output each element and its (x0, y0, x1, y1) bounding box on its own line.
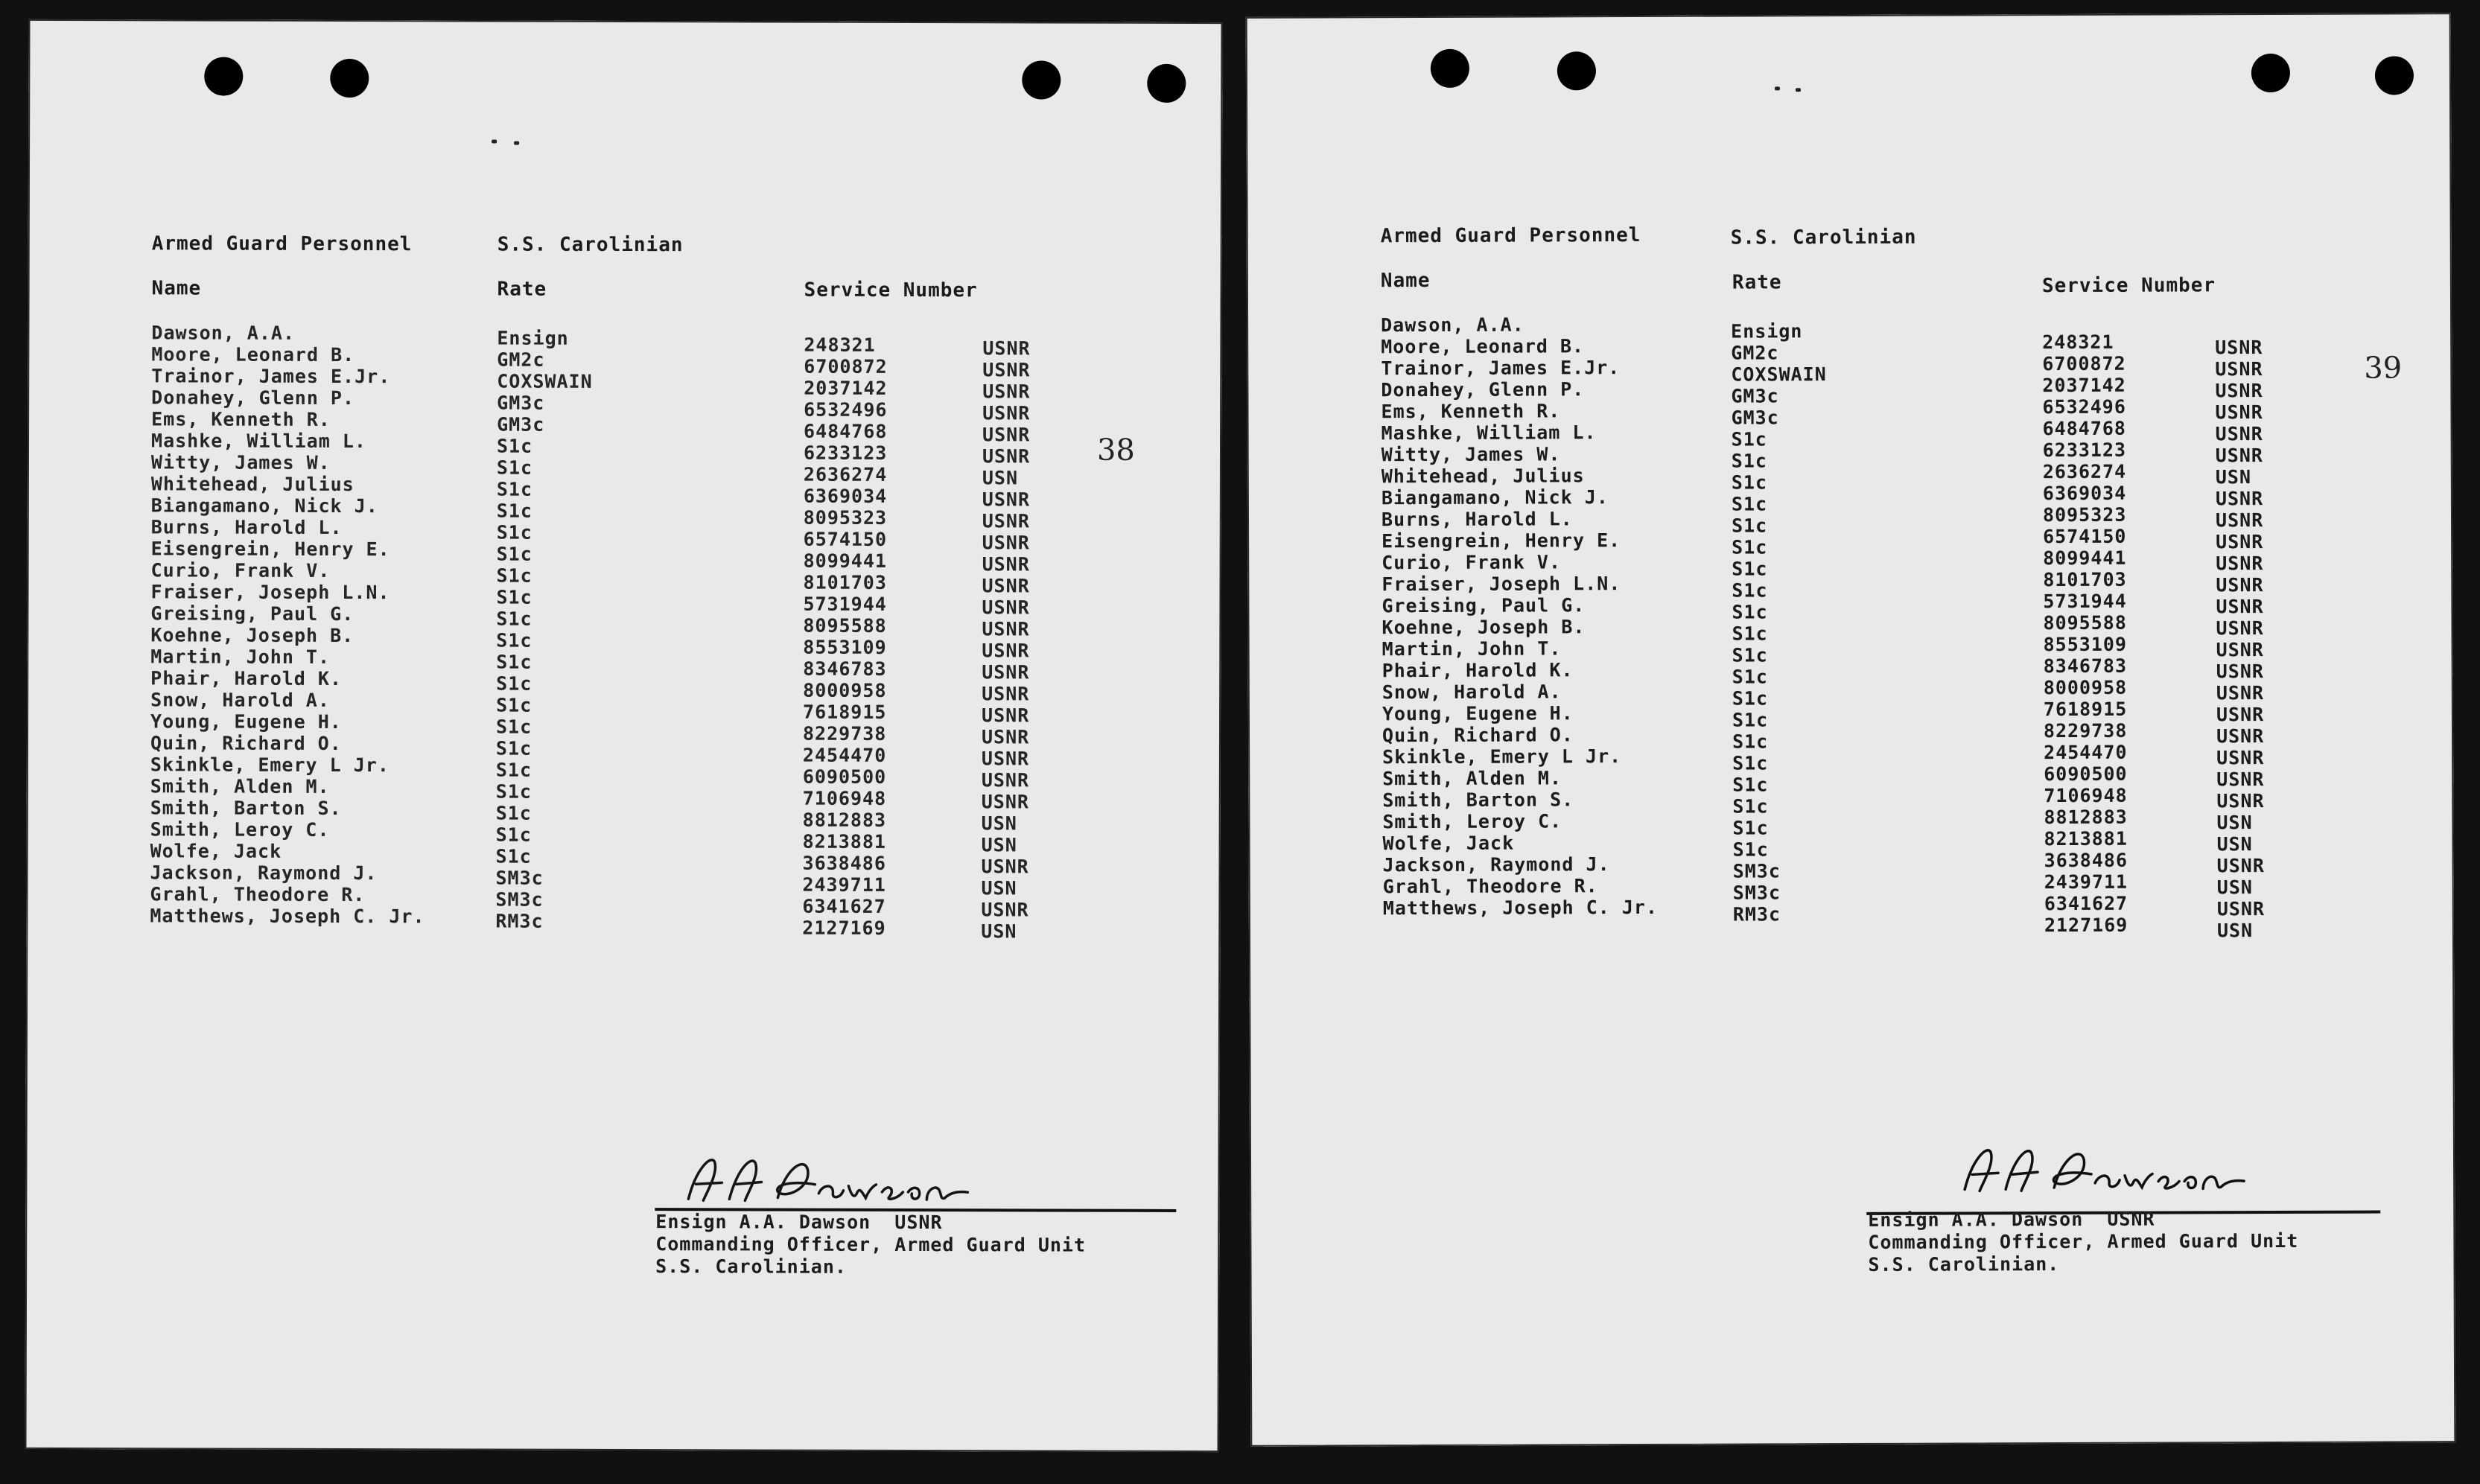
punch-hole (330, 59, 369, 98)
service-number: 3638486 (802, 852, 886, 874)
column-header-rate: Rate (1732, 271, 1782, 294)
personnel-rate: GM2c (1731, 342, 1779, 364)
personnel-name: Curio, Frank V. (150, 559, 331, 582)
service-number: 8099441 (803, 550, 888, 572)
personnel-name: Moore, Leonard B. (151, 343, 355, 366)
service-branch: USNR (981, 856, 1029, 878)
personnel-rate: S1c (1731, 493, 1768, 515)
service-branch: USNR (2216, 596, 2264, 618)
personnel-name: Young, Eugene H. (1382, 702, 1574, 725)
service-branch: USNR (2215, 445, 2263, 467)
personnel-rate: S1c (1732, 666, 1768, 688)
service-branch: USNR (2216, 898, 2266, 920)
personnel-rate: SM3c (495, 867, 544, 889)
branch-column (981, 337, 1030, 942)
personnel-name: Smith, Barton S. (1382, 789, 1574, 812)
personnel-rate: SM3c (1732, 860, 1781, 882)
service-number: 8229738 (2043, 719, 2128, 742)
personnel-name: Moore, Leonard B. (1381, 335, 1585, 358)
service-number: 6233123 (803, 442, 888, 464)
service-branch: USNR (982, 488, 1031, 511)
service-branch: USNR (981, 791, 1030, 813)
personnel-name: Martin, John T. (1382, 637, 1562, 660)
service-number: 6700872 (2042, 352, 2126, 375)
service-branch: USNR (982, 683, 1030, 705)
punch-hole (204, 57, 243, 96)
service-number: 6369034 (803, 485, 888, 507)
service-number: 8553109 (803, 636, 887, 658)
service-branch: USNR (2216, 531, 2264, 553)
personnel-rate: S1c (495, 802, 532, 824)
service-number: 8812883 (802, 809, 887, 831)
punch-hole (1557, 51, 1596, 90)
service-branch: USNR (981, 748, 1030, 770)
service-branch: USNR (2216, 660, 2264, 683)
document-page-left (25, 19, 1222, 1452)
personnel-name: Smith, Leroy C. (150, 818, 330, 841)
personnel-rate: S1c (496, 694, 532, 716)
personnel-name: Smith, Alden M. (1382, 767, 1562, 790)
personnel-name: Skinkle, Emery L Jr. (150, 754, 390, 777)
document-page-right (1246, 13, 2456, 1447)
personnel-rate: S1c (496, 672, 532, 695)
personnel-rate: S1c (1732, 536, 1768, 558)
service-number: 7618915 (2043, 698, 2128, 721)
personnel-name: Skinkle, Emery L Jr. (1382, 745, 1622, 768)
personnel-rate: Ensign (497, 327, 569, 349)
service-number: 6233123 (2042, 439, 2127, 462)
service-branch: USNR (2216, 682, 2265, 704)
personnel-rate: S1c (1732, 558, 1768, 580)
service-number: 2454470 (802, 744, 887, 766)
service-number: 7106948 (2044, 784, 2128, 807)
service-branch: USN (2216, 920, 2254, 942)
service-branch: USNR (981, 899, 1029, 921)
service-branch: USNR (2216, 552, 2264, 575)
personnel-name: Koehne, Joseph B. (1382, 616, 1586, 639)
personnel-name: Grahl, Theodore R. (1382, 875, 1598, 898)
service-number: 8095588 (803, 614, 887, 637)
service-number: 6574150 (2043, 525, 2127, 548)
personnel-rate: S1c (496, 608, 532, 630)
signer-name: Ensign A.A. Dawson USNR (1868, 1208, 2155, 1231)
service-branch: USNR (2216, 574, 2264, 596)
service-number: 2127169 (802, 917, 886, 939)
service-branch: USNR (2216, 790, 2265, 812)
personnel-rate: SM3c (495, 888, 544, 911)
personnel-rate: GM3c (1731, 385, 1779, 407)
service-branch: USNR (982, 640, 1030, 662)
service-branch: USNR (2216, 768, 2265, 791)
personnel-name: Grahl, Theodore R. (150, 883, 366, 906)
service-number: 7106948 (802, 787, 887, 809)
personnel-rate: S1c (1732, 709, 1769, 731)
service-number: 248321 (2042, 331, 2114, 354)
signature-block (1868, 1208, 2298, 1276)
service-number: 8346783 (803, 657, 887, 680)
service-branch: USNR (2216, 704, 2265, 726)
personnel-name: Ems, Kenneth R. (1381, 400, 1561, 423)
service-branch: USNR (981, 769, 1030, 792)
service-number: 6532496 (804, 398, 888, 421)
names-column (1381, 313, 1658, 919)
column-header-service-number: Service Number (804, 278, 978, 302)
personnel-rate: S1c (1732, 687, 1769, 710)
service-branch: USNR (982, 575, 1030, 597)
personnel-name: Dawson, A.A. (1381, 313, 1524, 337)
service-branch: USNR (982, 402, 1031, 424)
service-number: 8229738 (802, 722, 887, 745)
personnel-name: Fraiser, Joseph L.N. (1382, 573, 1621, 596)
personnel-rate: GM3c (497, 413, 545, 436)
service-numbers-column (2042, 331, 2128, 936)
signer-name: Ensign A.A. Dawson USNR (655, 1211, 943, 1234)
service-number: 8101703 (2043, 568, 2127, 591)
personnel-rate: GM3c (497, 392, 545, 414)
service-branch: USN (981, 920, 1017, 943)
personnel-name: Eisengrein, Henry E. (1382, 529, 1621, 552)
personnel-rate: GM2c (497, 348, 545, 371)
column-header-name: Name (151, 277, 202, 300)
personnel-name: Biangamano, Nick J. (150, 494, 378, 518)
service-number: 2636274 (803, 463, 888, 485)
personnel-rate: S1c (496, 500, 532, 522)
personnel-name: Wolfe, Jack (1382, 832, 1515, 855)
service-branch: USNR (982, 337, 1031, 360)
document-title: Armed Guard Personnel (151, 232, 413, 256)
document-title: Armed Guard Personnel (1380, 223, 1641, 248)
service-number: 6341627 (2044, 892, 2128, 915)
service-number: 8553109 (2043, 633, 2128, 656)
service-number: 6484768 (2042, 417, 2126, 440)
service-branch: USNR (982, 424, 1031, 446)
personnel-name: Snow, Harold A. (1382, 681, 1562, 704)
personnel-name: Wolfe, Jack (150, 840, 282, 862)
service-number: 6574150 (803, 528, 888, 550)
personnel-name: Snow, Harold A. (150, 689, 330, 711)
personnel-rate: S1c (1732, 730, 1769, 753)
punch-hole (2375, 56, 2414, 95)
service-branch: USNR (2216, 725, 2265, 748)
personnel-name: Greising, Paul G. (1382, 594, 1586, 617)
branch-column (2215, 337, 2265, 941)
service-number: 3638486 (2044, 849, 2128, 872)
personnel-name: Eisengrein, Henry E. (150, 538, 390, 561)
service-branch: USN (982, 467, 1019, 489)
personnel-rate: COXSWAIN (1731, 363, 1827, 386)
personnel-rate: RM3c (495, 910, 544, 932)
service-number: 8213881 (802, 830, 887, 853)
personnel-rate: S1c (1732, 622, 1768, 645)
personnel-name: Trainor, James E.Jr. (1381, 357, 1621, 380)
service-number: 5731944 (2043, 590, 2127, 613)
service-branch: USNR (982, 618, 1030, 640)
service-branch: USNR (2215, 358, 2263, 380)
service-branch: USNR (982, 704, 1030, 727)
service-number: 2439711 (2044, 870, 2128, 894)
service-number: 2127169 (2044, 914, 2128, 937)
service-branch: USN (2215, 466, 2252, 488)
personnel-rate: S1c (1732, 795, 1769, 818)
personnel-rate: S1c (1731, 515, 1768, 537)
service-number: 2454470 (2044, 741, 2128, 764)
ship-name: S.S. Carolinian (1730, 226, 1917, 249)
personnel-rate: S1c (495, 845, 532, 867)
column-header-name: Name (1380, 269, 1431, 293)
service-number: 6484768 (804, 420, 888, 442)
signer-title: Commanding Officer, Armed Guard Unit (1868, 1229, 2299, 1253)
punch-hole (1147, 64, 1186, 103)
service-number: 248321 (804, 334, 876, 356)
handwritten-signature (673, 1147, 986, 1214)
service-branch: USNR (2215, 380, 2263, 402)
handwritten-signature (1950, 1136, 2263, 1204)
column-header-rate: Rate (497, 278, 547, 301)
personnel-name: Koehne, Joseph B. (150, 624, 354, 647)
service-branch: USN (981, 834, 1017, 856)
service-number: 2636274 (2042, 460, 2127, 483)
personnel-name: Witty, James W. (150, 451, 331, 474)
ship-name: S.S. Carolinian (497, 233, 684, 257)
service-branch: USNR (982, 553, 1030, 576)
personnel-rate: S1c (1731, 471, 1768, 494)
service-branch: USNR (982, 380, 1031, 403)
signer-title: Commanding Officer, Armed Guard Unit (655, 1233, 1087, 1256)
personnel-name: Smith, Alden M. (150, 775, 330, 797)
personnel-name: Phair, Harold K. (150, 667, 343, 690)
page-number: 39 (2364, 351, 2403, 386)
service-branch: USNR (982, 445, 1031, 468)
service-number: 6090500 (2044, 762, 2128, 786)
punch-hole (1431, 49, 1469, 88)
service-branch: USNR (982, 596, 1030, 619)
personnel-name: Matthews, Joseph C. Jr. (1382, 896, 1659, 920)
service-branch: USN (981, 877, 1017, 899)
service-number: 6090500 (802, 765, 887, 788)
service-number: 8095588 (2043, 611, 2127, 634)
personnel-name: Ems, Kenneth R. (151, 408, 331, 430)
speck (514, 141, 519, 145)
personnel-name: Whitehead, Julius (1381, 465, 1585, 488)
personnel-rate: S1c (496, 478, 533, 500)
service-branch: USN (2216, 833, 2253, 856)
service-number: 6700872 (804, 355, 888, 378)
personnel-name: Witty, James W. (1381, 443, 1561, 466)
personnel-name: Mashke, William L. (1381, 421, 1597, 445)
personnel-name: Matthews, Joseph C. Jr. (150, 905, 425, 928)
personnel-rate: S1c (496, 521, 532, 544)
speck (1796, 88, 1801, 92)
personnel-rate: S1c (1732, 817, 1769, 839)
personnel-name: Curio, Frank V. (1382, 551, 1562, 574)
service-branch: USNR (2215, 423, 2263, 445)
personnel-name: Jackson, Raymond J. (1382, 853, 1610, 876)
column-header-service-number: Service Number (2041, 274, 2216, 298)
signer-ship: S.S. Carolinian. (655, 1255, 847, 1278)
service-number: 2037142 (2042, 374, 2126, 397)
personnel-rate: S1c (496, 564, 532, 587)
service-number: 8812883 (2044, 806, 2128, 829)
rates-column (495, 328, 593, 932)
service-number: 2439711 (802, 873, 886, 896)
service-branch: USNR (2215, 488, 2264, 510)
personnel-name: Quin, Richard O. (1382, 724, 1574, 747)
personnel-name: Donahey, Glenn P. (1381, 378, 1585, 401)
service-branch: USNR (982, 532, 1030, 554)
service-number: 8000958 (803, 679, 887, 701)
service-branch: USNR (982, 510, 1031, 532)
personnel-name: Donahey, Glenn P. (151, 386, 355, 410)
service-branch: USNR (2215, 509, 2264, 532)
personnel-rate: S1c (496, 629, 532, 652)
service-branch: USN (2216, 876, 2253, 899)
service-number: 8000958 (2043, 676, 2128, 699)
service-number: 7618915 (803, 701, 887, 723)
personnel-rate: S1c (495, 737, 532, 759)
service-number: 8095323 (803, 506, 888, 529)
personnel-name: Quin, Richard O. (150, 732, 342, 755)
personnel-rate: S1c (495, 759, 532, 781)
personnel-rate: S1c (495, 716, 532, 738)
service-number: 8101703 (803, 571, 887, 593)
personnel-rate: GM3c (1731, 407, 1779, 429)
personnel-name: Smith, Leroy C. (1382, 810, 1562, 833)
personnel-name: Martin, John T. (150, 646, 331, 668)
service-branch: USN (2216, 812, 2253, 834)
personnel-rate: COXSWAIN (497, 370, 593, 392)
personnel-rate: S1c (1731, 428, 1767, 450)
punch-hole (2251, 54, 2290, 92)
service-branch: USNR (982, 359, 1031, 381)
personnel-rate: S1c (1732, 601, 1768, 623)
personnel-rate: S1c (1732, 774, 1769, 796)
service-number: 6532496 (2042, 395, 2126, 418)
personnel-name: Young, Eugene H. (150, 710, 342, 733)
service-branch: USNR (2216, 617, 2264, 640)
service-number: 5731944 (803, 593, 887, 615)
punch-hole (1022, 60, 1061, 99)
page-number: 38 (1096, 433, 1135, 468)
service-branch: USNR (982, 661, 1030, 684)
personnel-rate: S1c (496, 586, 532, 608)
signer-ship: S.S. Carolinian. (1868, 1253, 2060, 1276)
personnel-rate: S1c (1732, 838, 1769, 861)
personnel-name: Whitehead, Julius (150, 473, 354, 496)
personnel-name: Biangamano, Nick J. (1381, 486, 1609, 509)
personnel-rate: SM3c (1732, 882, 1781, 904)
signature-block (655, 1211, 1086, 1279)
personnel-rate: Ensign (1731, 320, 1803, 343)
service-branch: USN (981, 812, 1017, 835)
speck (492, 140, 497, 144)
service-branch: USNR (2215, 337, 2263, 359)
service-number: 8095323 (2042, 503, 2127, 526)
personnel-rate: S1c (1732, 752, 1769, 774)
service-number: 6369034 (2042, 482, 2127, 505)
personnel-rate: S1c (1731, 450, 1767, 472)
names-column (150, 322, 426, 927)
service-number: 2037142 (804, 377, 888, 399)
service-number: 6341627 (802, 895, 886, 917)
personnel-name: Greising, Paul G. (150, 602, 354, 625)
personnel-name: Smith, Barton S. (150, 797, 342, 820)
service-number: 8213881 (2044, 827, 2128, 850)
service-branch: USNR (981, 726, 1030, 748)
service-branch: USNR (2216, 747, 2265, 769)
personnel-name: Mashke, William L. (150, 430, 367, 453)
service-branch: USNR (2216, 855, 2265, 877)
personnel-rate: S1c (495, 824, 532, 846)
personnel-name: Jackson, Raymond J. (150, 862, 378, 885)
personnel-rate: S1c (1732, 579, 1768, 602)
personnel-rate: S1c (496, 651, 532, 673)
personnel-rate: S1c (496, 456, 533, 479)
personnel-name: Phair, Harold K. (1382, 659, 1574, 682)
personnel-rate: S1c (496, 435, 533, 457)
service-numbers-column (802, 334, 887, 939)
service-number: 8099441 (2043, 547, 2127, 570)
personnel-name: Fraiser, Joseph L.N. (150, 581, 390, 604)
personnel-rate: S1c (495, 780, 532, 803)
personnel-name: Burns, Harold L. (1381, 508, 1573, 531)
speck (1775, 86, 1780, 90)
personnel-rate: S1c (496, 543, 532, 565)
personnel-name: Dawson, A.A. (151, 322, 296, 344)
rates-column (1731, 320, 1828, 925)
personnel-rate: S1c (1732, 644, 1768, 666)
personnel-name: Burns, Harold L. (150, 516, 343, 539)
service-branch: USNR (2215, 401, 2263, 424)
service-branch: USNR (2216, 639, 2264, 661)
personnel-name: Trainor, James E.Jr. (151, 365, 391, 388)
service-number: 8346783 (2043, 655, 2128, 678)
personnel-rate: RM3c (1732, 903, 1781, 926)
